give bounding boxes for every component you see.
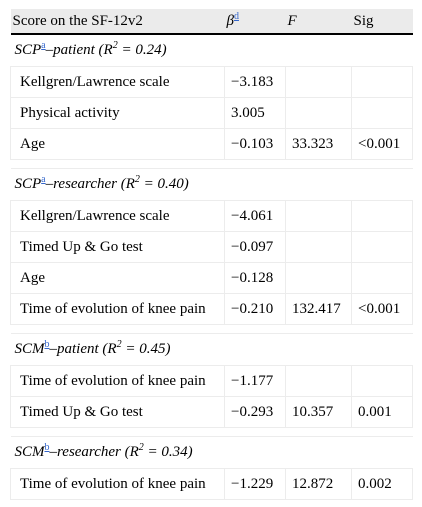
f-cell [286, 98, 352, 129]
table-row [11, 67, 413, 98]
spacer-cell [11, 428, 413, 437]
f-cell [286, 201, 352, 232]
r-squared-exponent: 2 [138, 442, 144, 453]
table-row [11, 232, 413, 263]
group-suffix: –researcher (R [45, 176, 135, 192]
group-heading-row [11, 34, 413, 67]
variable-cell: Time of evolution of knee pain [11, 366, 225, 397]
f-cell [286, 263, 352, 294]
sig-cell [352, 263, 413, 294]
beta-cell: −1.177 [225, 366, 286, 397]
group-prefix: SCM [14, 444, 45, 460]
header-f-label: F [287, 12, 297, 29]
beta-cell: −0.097 [225, 232, 286, 263]
table-row [11, 366, 413, 397]
variable-cell: Physical activity [11, 98, 225, 129]
sig-cell: <0.001 [352, 294, 413, 325]
f-cell [286, 232, 352, 263]
beta-cell: −0.293 [225, 397, 286, 428]
variable-cell: Age [11, 129, 225, 160]
group-suffix: –patient (R [49, 341, 117, 357]
beta-cell: −3.183 [225, 67, 286, 98]
table-header-row [11, 9, 413, 34]
sig-cell [352, 98, 413, 129]
sig-cell [352, 232, 413, 263]
sig-cell: <0.001 [352, 129, 413, 160]
group-heading-row [11, 334, 413, 366]
footnote-link[interactable]: b [44, 442, 50, 453]
f-cell: 12.872 [286, 469, 352, 500]
beta-cell: −0.128 [225, 263, 286, 294]
r-squared-exponent: 2 [116, 339, 122, 350]
beta-cell: 3.005 [225, 98, 286, 129]
f-cell: 10.357 [286, 397, 352, 428]
beta-cell: −0.210 [225, 294, 286, 325]
variable-cell: Time of evolution of knee pain [11, 294, 225, 325]
table-row [11, 397, 413, 428]
footnote-link[interactable]: a [41, 40, 46, 51]
footnote-link-d[interactable]: d [233, 10, 239, 22]
variable-cell: Timed Up & Go test [11, 397, 225, 428]
header-f [286, 9, 352, 34]
variable-cell: Kellgren/Lawrence scale [11, 201, 225, 232]
group-spacer [11, 325, 413, 334]
variable-cell: Timed Up & Go test [11, 232, 225, 263]
spacer-cell [11, 325, 413, 334]
table-row [11, 129, 413, 160]
group-spacer [11, 428, 413, 437]
group-heading-row [11, 169, 413, 201]
header-beta [225, 9, 286, 34]
table-row [11, 294, 413, 325]
table-row [11, 469, 413, 500]
group-heading [11, 437, 413, 469]
f-cell [286, 366, 352, 397]
variable-cell: Age [11, 263, 225, 294]
beta-symbol: β [226, 12, 234, 29]
sig-cell [352, 201, 413, 232]
r-squared-exponent: 2 [134, 174, 140, 185]
footnote-link[interactable]: b [44, 339, 50, 350]
f-cell [286, 67, 352, 98]
beta-cell: −0.103 [225, 129, 286, 160]
group-heading [11, 169, 413, 201]
f-cell: 132.417 [286, 294, 352, 325]
sig-cell: 0.002 [352, 469, 413, 500]
beta-cell: −4.061 [225, 201, 286, 232]
variable-cell: Time of evolution of knee pain [11, 469, 225, 500]
spacer-cell [11, 160, 413, 169]
header-sig: Sig [352, 9, 413, 34]
group-tail: = 0.45) [121, 341, 171, 357]
sig-cell [352, 366, 413, 397]
group-heading [11, 34, 413, 67]
group-heading-row [11, 437, 413, 469]
group-heading [11, 334, 413, 366]
sig-cell: 0.001 [352, 397, 413, 428]
group-tail: = 0.34) [143, 444, 193, 460]
group-suffix: –researcher (R [49, 444, 139, 460]
group-spacer [11, 160, 413, 169]
table-body [11, 34, 413, 500]
group-prefix: SCP [14, 42, 42, 58]
regression-table [10, 9, 413, 500]
f-cell: 33.323 [286, 129, 352, 160]
footnote-link[interactable]: a [41, 174, 46, 185]
table-row [11, 201, 413, 232]
group-suffix: –patient (R [45, 42, 113, 58]
table-row [11, 263, 413, 294]
r-squared-exponent: 2 [112, 40, 118, 51]
group-prefix: SCP [14, 176, 42, 192]
group-prefix: SCM [14, 341, 45, 357]
group-tail: = 0.24) [117, 42, 167, 58]
group-tail: = 0.40) [139, 176, 189, 192]
sig-cell [352, 67, 413, 98]
header-score: Score on the SF-12v2 [11, 9, 225, 34]
table-row [11, 98, 413, 129]
variable-cell: Kellgren/Lawrence scale [11, 67, 225, 98]
beta-cell: −1.229 [225, 469, 286, 500]
